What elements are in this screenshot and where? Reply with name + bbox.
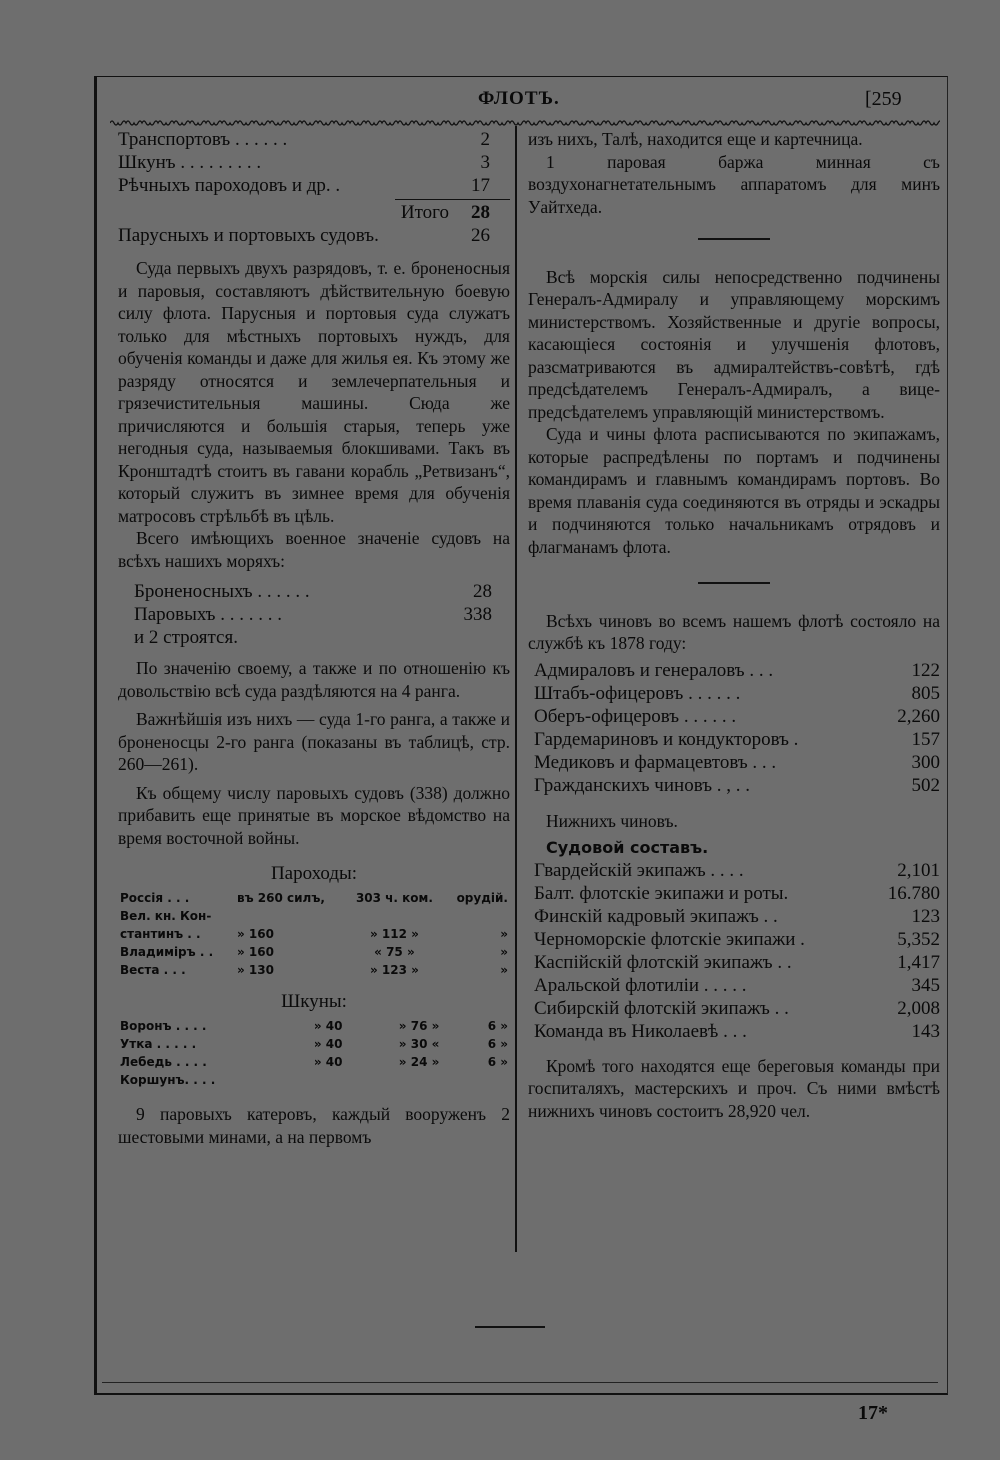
steamer-row-cell: » 130 xyxy=(237,963,274,977)
steamer-row xyxy=(118,907,510,925)
paragraph: Важнѣйшія изъ нихъ — суда 1-го ранга, а также и броненосцы 2-го ранга (показаны въ таблицѣ, стр. 260—261). xyxy=(118,709,510,774)
steamer-row-cell: » xyxy=(500,963,508,977)
closing-rule xyxy=(475,1326,545,1328)
officer-row xyxy=(534,728,940,751)
paragraph: Всего имѣющихъ военное значеніе судовъ на всѣхъ нашихъ моряхъ: xyxy=(118,528,510,571)
officer-row-label: Гражданскихъ чиновъ . , . . xyxy=(534,774,751,796)
schooner-row xyxy=(118,1053,510,1071)
schooner-row-cell: Лебедь . . . . xyxy=(120,1055,207,1069)
schooner-row-cell xyxy=(463,1071,510,1089)
armored-row xyxy=(134,580,492,603)
officer-row-value: 2,260 xyxy=(897,705,940,727)
vessel-tally xyxy=(118,128,510,197)
schooner-row-cell: » 40 xyxy=(313,1019,343,1033)
officer-row-label: Адмираловъ и генераловъ . . . xyxy=(534,659,774,681)
right-column xyxy=(528,128,940,1122)
crew-row-label: Балт. флотскіе экипажи и роты. xyxy=(534,882,789,904)
paragraph: Къ общему числу паровыхъ судовъ (338) должно прибавить еще принятые въ морское вѣдомство на время восточной войны. xyxy=(118,782,510,848)
crew-row-label: Черноморскіе флотскіе экипажи . xyxy=(534,928,805,950)
schooner-row-cell: 6 » xyxy=(487,1037,508,1051)
page-number: [259 xyxy=(865,88,902,110)
steamer-row-cell: Веста . . . xyxy=(120,963,186,977)
wavy-rule xyxy=(110,118,940,128)
officer-row-value: 122 xyxy=(911,659,940,681)
officer-row-label: Медиковъ и фармацевтовъ . . . xyxy=(534,751,777,773)
officer-row-value: 502 xyxy=(911,774,940,796)
tally-row-value: 2 xyxy=(480,129,490,150)
paragraph: 1 паровая баржа минная съ воздухонагнетательнымъ аппаратомъ для минъ Уайтхеда. xyxy=(528,151,940,217)
schooner-row-cell: » 24 » xyxy=(398,1055,440,1069)
steamer-row-cell: Вел. кн. Кон- xyxy=(120,909,212,923)
officer-row-value: 157 xyxy=(911,728,940,750)
paragraph: Всѣхъ чиновъ во всемъ нашемъ флотѣ состояло на службѣ къ 1878 году: xyxy=(528,610,940,653)
steamers-table xyxy=(118,889,510,979)
bottom-rule xyxy=(102,1382,938,1383)
paragraph: изъ нихъ, Талѣ, находится еще и картечница. xyxy=(528,129,863,149)
schooner-row-cell: 6 » xyxy=(487,1055,508,1069)
steamer-row-cell: » 112 » xyxy=(369,927,419,941)
steamer-row xyxy=(118,961,510,979)
officers-list xyxy=(528,659,940,797)
separator-rule xyxy=(698,238,770,240)
schooners-table xyxy=(118,1017,510,1089)
left-column xyxy=(118,128,510,1148)
schooner-row-cell: Коршунъ. . . . xyxy=(120,1073,216,1087)
armored-list xyxy=(118,580,510,626)
tally-row-label: Рѣчныхъ пароходовъ и др. . xyxy=(118,175,341,196)
paragraph: По значенію своему, а также и по отношенію къ довольствію всѣ суда раздѣляются на 4 ранга. xyxy=(118,658,510,701)
officer-row-value: 805 xyxy=(911,682,940,704)
schooners-title: Шкуны: xyxy=(281,991,347,1012)
tally-row-value: 17 xyxy=(471,175,490,196)
sail-value: 26 xyxy=(471,225,490,246)
steamer-row-cell: » xyxy=(500,945,508,959)
steamers-title: Пароходы: xyxy=(270,863,358,884)
steamer-row xyxy=(118,925,510,943)
crew-title: Судовой составъ. xyxy=(546,837,709,857)
crew-row xyxy=(534,859,940,882)
paragraph: Суда первыхъ двухъ разрядовъ, т. е. броненосныя и паровыя, составляютъ дѣйствительную боевую силу флота. Парусныя и портовыя суда служатъ только для мѣстныхъ портовыхъ нуждъ, для обученія команды и даже для жилья ея. Къ этому же разряду относятся и землечерпательныя и грязечистительныя машины. Сюда же причисляются и большія старыя, теперь уже негодныя суда, называемыя блокшивами. Такъ въ Кронштадтѣ стоитъ въ гавани корабль „Ретвизанъ“, который служитъ въ зимнее время для обученія матросовъ стрѣльбѣ въ цѣль. xyxy=(118,258,510,526)
steamer-row-cell: » 123 » xyxy=(369,963,419,977)
schooner-row-cell: » 40 xyxy=(313,1055,343,1069)
crew-row xyxy=(534,882,940,905)
tally-row xyxy=(118,128,510,151)
schooner-row-cell xyxy=(312,1071,376,1089)
crew-row xyxy=(534,974,940,997)
crew-row-label: Команда въ Николаевѣ . . . xyxy=(534,1020,747,1042)
crew-row-value: 2,101 xyxy=(897,859,940,881)
crew-row xyxy=(534,951,940,974)
steamer-row-cell: Владиміръ . . xyxy=(120,945,214,959)
steamer-row-cell: орудій. xyxy=(456,891,508,905)
officer-row-value: 300 xyxy=(911,751,940,773)
schooner-row-cell xyxy=(376,1071,463,1089)
schooner-row-cell: 6 » xyxy=(487,1019,508,1033)
crew-row xyxy=(534,928,940,951)
steamer-row-cell: « 75 » xyxy=(374,945,415,959)
running-title: ФЛОТЪ. xyxy=(478,88,560,109)
officer-row xyxy=(534,659,940,682)
steamer-row-cell xyxy=(235,907,346,925)
sail-row xyxy=(118,224,510,247)
armored-row xyxy=(134,603,492,626)
paragraph: Всѣ морскія силы непосредственно подчинены Генералъ-Адмиралу и управляющему морскимъ министерствомъ. Хозяйственные и другіе вопросы, касающіеся состоянія и улучшенія флотовъ, разсматриваются въ адмиралтействъ-совѣтѣ, гдѣ предсѣдателемъ Генералъ-Адмиралъ, а вице-предсѣдателемъ управляющій министерствомъ. xyxy=(528,266,940,422)
schooner-row xyxy=(118,1017,510,1035)
steamer-row-cell xyxy=(346,907,444,925)
crew-row-value: 16.780 xyxy=(887,882,940,904)
crew-row-value: 5,352 xyxy=(897,928,940,950)
officer-row xyxy=(534,751,940,774)
crew-row-value: 143 xyxy=(911,1020,940,1042)
crew-row-label: Каспійскій флотскій экипажъ . . xyxy=(534,951,792,973)
crew-row-value: 1,417 xyxy=(897,951,940,973)
officer-row-label: Оберъ-офицеровъ . . . . . . xyxy=(534,705,737,727)
steamer-row-cell: стантинъ . . xyxy=(120,927,201,941)
officer-row-label: Штабъ-офицеровъ . . . . . . xyxy=(534,682,741,704)
tally-row-label: Транспортовъ . . . . . . xyxy=(118,129,288,150)
steamer-row-cell: въ 260 силъ, xyxy=(237,891,325,905)
crew-row xyxy=(534,905,940,928)
armored-row-value: 28 xyxy=(473,581,492,602)
steamer-row-cell: » 160 xyxy=(237,945,274,959)
paragraph: Суда и чины флота расписываются по экипажамъ, которые распредѣлены по портамъ и подчинены командирамъ и главнымъ командирамъ портовъ. Во время плаванія суда соединяются въ отряды и эскадры и подчиняются только начальникамъ отрядовъ и флагманамъ флота. xyxy=(528,424,940,557)
officer-row xyxy=(534,774,940,797)
steamer-row xyxy=(118,889,510,907)
tally-row-label: Шкунъ . . . . . . . . . xyxy=(118,152,262,173)
building-note: и 2 строятся. xyxy=(134,627,238,648)
steamer-row-cell: » 160 xyxy=(237,927,274,941)
paragraph: 9 паровыхъ катеровъ, каждый вооруженъ 2 шестовыми минами, а на первомъ xyxy=(118,1104,510,1147)
schooner-row-cell: Воронъ . . . . xyxy=(120,1019,207,1033)
officer-row-label: Гардемариновъ и кондукторовъ . xyxy=(534,728,799,750)
schooner-row-cell: Утка . . . . . xyxy=(120,1037,197,1051)
armored-row-label: Броненосныхъ . . . . . . xyxy=(134,581,310,602)
sail-label: Парусныхъ и портовыхъ судовъ. xyxy=(118,225,379,246)
officer-row xyxy=(534,705,940,728)
crew-row-label: Финскій кадровый экипажъ . . xyxy=(534,905,778,927)
tally-total-row xyxy=(118,199,510,224)
steamer-row xyxy=(118,943,510,961)
schooner-row-cell: » 30 « xyxy=(398,1037,440,1051)
separator-rule xyxy=(698,582,770,584)
crew-row-value: 345 xyxy=(911,974,940,996)
crew-row xyxy=(534,1020,940,1043)
crew-row-label: Гвардейскій экипажъ . . . . xyxy=(534,859,744,881)
signature-mark: 17* xyxy=(858,1402,888,1424)
steamer-row-cell xyxy=(443,907,510,925)
crew-row-value: 123 xyxy=(911,905,940,927)
steamer-row-cell: 303 ч. ком. xyxy=(355,891,433,905)
tally-total-value: 28 xyxy=(471,199,510,224)
crew-row-value: 2,008 xyxy=(897,997,940,1019)
tally-row xyxy=(118,151,510,174)
schooner-row-cell: » 76 » xyxy=(398,1019,440,1033)
armored-row-value: 338 xyxy=(463,604,492,625)
crew-row xyxy=(534,997,940,1020)
crew-row-label: Аральской флотиліи . . . . . xyxy=(534,974,747,996)
tally-row-value: 3 xyxy=(480,152,490,173)
schooner-row xyxy=(118,1035,510,1053)
armored-row-label: Паровыхъ . . . . . . . xyxy=(134,604,282,625)
tally-row xyxy=(118,174,510,197)
crew-row-label: Сибирскій флотскій экипажъ . . xyxy=(534,997,789,1019)
steamer-row-cell: » xyxy=(500,927,508,941)
crew-list xyxy=(528,859,940,1043)
steamer-row-cell: Россія . . . xyxy=(120,891,190,905)
lower-ranks: Нижнихъ чиновъ. xyxy=(546,810,678,831)
column-divider xyxy=(515,126,517,1252)
schooner-row-cell: » 40 xyxy=(313,1037,343,1051)
tally-total-label: Итого xyxy=(395,199,471,224)
schooner-row xyxy=(118,1071,510,1089)
paragraph: Кромѣ того находятся еще береговыя команды при госпиталяхъ, мастерскихъ и проч. Съ ними вмѣстѣ нижнихъ чиновъ состоитъ 28,920 чел. xyxy=(528,1055,940,1121)
officer-row xyxy=(534,682,940,705)
